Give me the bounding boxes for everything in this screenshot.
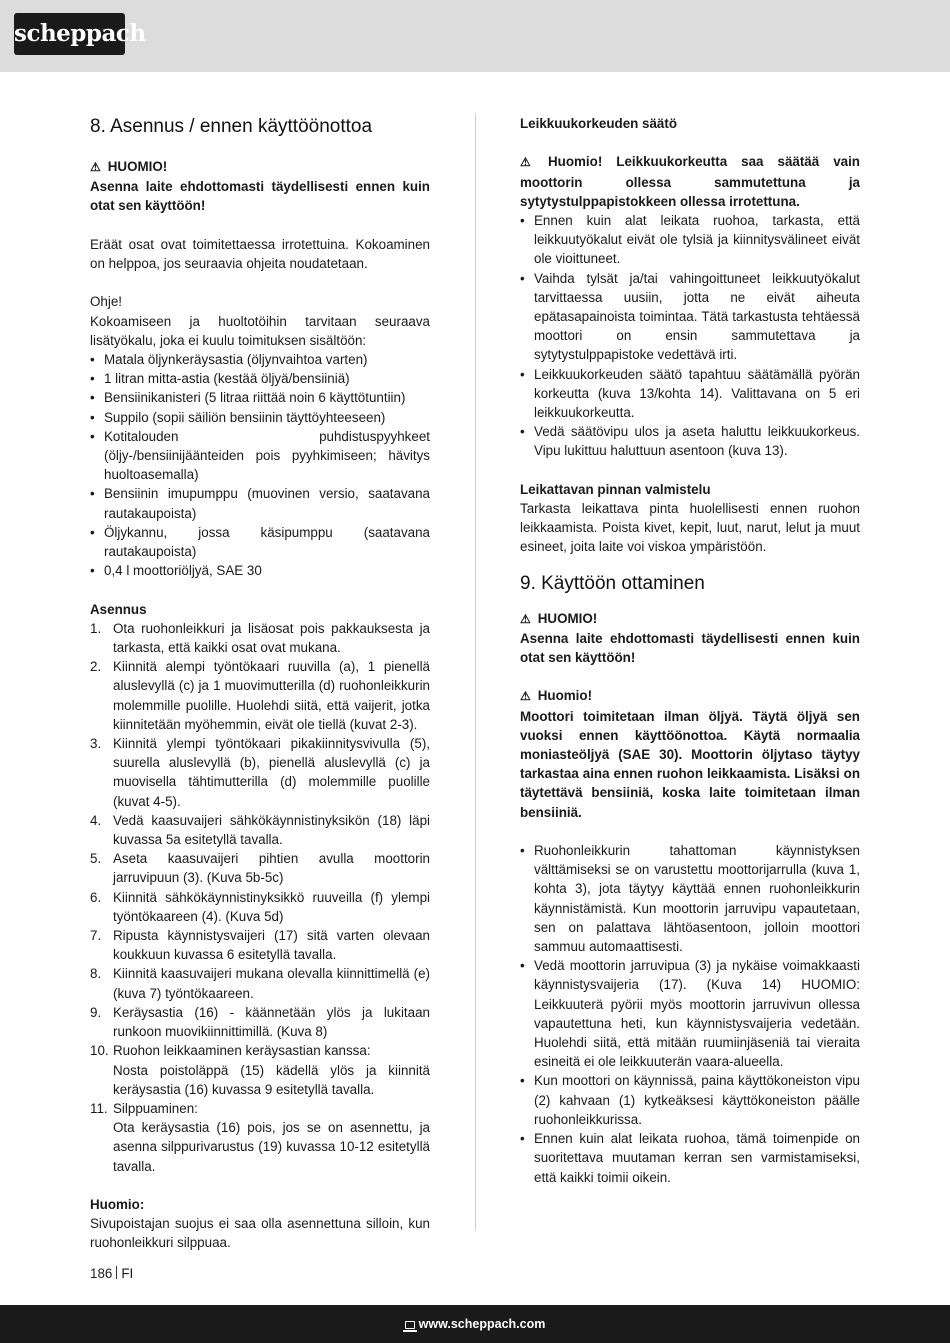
- prep-heading: Leikattavan pinnan valmistelu: [520, 481, 711, 497]
- step-text: Ota ruohonleikkuri ja lisäosat pois pakkauksesta ja tarkasta, että kaikki osat ovat mukana.: [113, 620, 430, 656]
- warning-triangle-icon: ⚠: [520, 611, 531, 626]
- prep-text: Tarkasta leikattava pinta huolellisesti ennen ruohon leikkaamista. Poista kivet, kepit, luut, narut, lelut ja muut esineet, joita laite voi viskoa ympäristöön.: [520, 501, 860, 555]
- list-item: • 0,4 l moottoriöljyä, SAE 30: [90, 561, 430, 580]
- warning-triangle-icon: ⚠: [520, 689, 531, 704]
- computer-icon: [405, 1321, 415, 1329]
- list-item: • Ennen kuin alat leikata ruohoa, tarkasta, että leikkuutyökalut eivät ole tylsiä ja kiinnitysvälineet eivät ole vioittuneet.: [520, 211, 860, 269]
- step-text: Silppuaminen:: [113, 1100, 198, 1116]
- list-item: • Suppilo (sopii säiliön bensiinin täyttöyhteeseen): [90, 408, 430, 427]
- warning-label: [520, 686, 860, 706]
- list-item: • Kun moottori on käynnissä, paina käyttökoneiston vipu (2) kahvaan (1) kytkeäksesi käyttökoneiston päälle ruohonleikkurissa.: [520, 1071, 860, 1129]
- list-item: [90, 849, 430, 887]
- step-text: Kiinnitä sähkökäynnistinyksikkö ruuveilla (f) ylempi työntökaareen (4). (Kuva 5d): [113, 889, 430, 924]
- warning-label-text: Huomio!: [537, 688, 593, 704]
- website-link[interactable]: www.scheppach.com: [418, 1317, 546, 1331]
- step-text: Kiinnitä kaasuvaijeri mukana olevalla kiinnittimellä (e) (kuva 7) työntökaareen.: [113, 966, 430, 1001]
- warning-text: Asenna laite ehdottomasti täydellisesti ennen kuin otat sen käyttöön!: [90, 179, 430, 214]
- note-label: Ohje!: [90, 294, 123, 310]
- step-number: 10.: [90, 1043, 109, 1059]
- list-item: [90, 811, 430, 849]
- step-text: Vedä kaasuvaijeri sähkökäynnistinyksikön (18) läpi kuvassa 5a esitetyllä tavalla.: [113, 812, 430, 848]
- page-separator: [116, 1266, 117, 1279]
- column-divider: [475, 113, 476, 1231]
- page-language: FI: [121, 1266, 134, 1281]
- list-item: [90, 734, 430, 811]
- step-number: 2.: [90, 659, 102, 675]
- top-header-bar: [0, 0, 950, 72]
- list-item: [90, 1041, 430, 1099]
- list-item: • Bensiinikanisteri (5 litraa riittää noin 6 käyttötuntiin): [90, 388, 430, 407]
- step-text: Ripusta käynnistysvaijeri (17) sitä varten olevaan koukkuun kuvassa 6 esitetyllä tavalla.: [113, 928, 430, 963]
- step-number: 3.: [90, 736, 102, 752]
- list-item: • Vedä moottorin jarruvipua (3) ja nykäise voimakkaasti käynnistysvaijeria (17). (Kuva 14) HUOMIO: Leikkuuterä pyörii myös moottorin jarruvivun ollessa vapautettuna heti, kun käynnistysvaijeria vedetään. Huolehdi siitä, että mitään ruumiinjäseniä tai vieraita esineitä ei ole leikkuuterän vaara-alueella.: [520, 956, 860, 1071]
- list-item: • Ruohonleikkurin tahattoman käynnistyksen välttämiseksi se on varustettu moottorijarrulla (kuva 1, kohta 3), jota täytyy käyttää ennen ruohonleikkurin käynnistämistä. Kun moottorin jarruvipu vapautetaan, sen on palattava lähtöasentoon, jolloin moottori sammuu automaattisesti.: [520, 841, 860, 956]
- list-item: • Vedä säätövipu ulos ja aseta haluttu leikkuukorkeus. Vipu lukittuu haluttuun asentoon (kuva 13).: [520, 422, 860, 460]
- list-item: • 1 litran mitta-astia (kestää öljyä/bensiiniä): [90, 369, 430, 388]
- step-text: Ruohon leikkaaminen keräysastian kanssa:: [113, 1043, 371, 1059]
- oil-warning-text: Moottori toimitetaan ilman öljyä. Täytä öljyä sen vuoksi ennen käyttöönottoa. Käytä normaalia moniasteöljyä (SAE 30). Moottorin öljytaso täytyy tarkastaa aina ennen ruohon leikkaamista. Lisäksi on täytettävä bensiiniä, koska laite toimitetaan ilman bensiiniä.: [520, 708, 860, 820]
- footer-bar: [0, 1305, 950, 1343]
- intro-paragraph: Eräät osat ovat toimitettaessa irrotettuina. Kokoaminen on helppoa, jos seuraavia ohjeita noudatetaan.: [90, 236, 430, 271]
- section-8-title: 8. Asennus / ennen käyttöönottoa: [90, 116, 373, 137]
- list-item: [90, 1099, 430, 1176]
- cut-height-warning-text: Huomio! Leikkuukorkeutta saa säätää vain moottorin ollessa sammutettuna ja sytytystulppapistokkeen ollessa irrotettuna.: [520, 154, 860, 209]
- scheppach-logo: scheppach: [14, 13, 125, 55]
- warning-label: [90, 157, 430, 177]
- list-item: [90, 1003, 430, 1041]
- list-item: • Leikkuukorkeuden säätö tapahtuu säätämällä pyörän korkeutta (kuva 13/kohta 14). Valittavana on 5 eri leikkuukorkeutta.: [520, 365, 860, 423]
- step-text: Aseta kaasuvaijeri pihtien avulla moottorin jarruvipuun (3). (Kuva 5b-5c): [113, 851, 430, 886]
- step-number: 1.: [90, 620, 102, 636]
- list-item: • Öljykannu, jossa käsipumppu (saatavana rautakaupoista): [90, 523, 430, 561]
- right-column: [520, 114, 860, 1187]
- footer-website[interactable]: [0, 1305, 950, 1343]
- left-column: [90, 114, 430, 1253]
- list-item: • Vaihda tylsät ja/tai vahingoittuneet leikkuutyökalut tarvittaessa uusiin, jotta ne eivät aiheuta epätasapainoista toimintaa. Tätä tarkastusta tehtäessä moottori on ensin sammutettava ja sytytystulppapistoke vedettävä irti.: [520, 269, 860, 365]
- step-number: 4.: [90, 812, 102, 828]
- list-item: [90, 926, 430, 964]
- section-9-title: 9. Käyttöön ottaminen: [520, 572, 705, 594]
- warning-label: [520, 609, 860, 629]
- list-item: [90, 888, 430, 926]
- list-item: [90, 619, 430, 657]
- step-number: 9.: [90, 1004, 102, 1020]
- step-number: 8.: [90, 966, 102, 982]
- page-number: [90, 1264, 133, 1283]
- step-subtext: Nosta poistoläppä (15) kädellä ylös ja kiinnitä keräysastia (16) kuvassa 9 esitetyllä tavalla.: [113, 1062, 430, 1097]
- startup-list: [520, 841, 860, 1187]
- note-text: Kokoamiseen ja huoltotöihin tarvitaan seuraava lisätyökalu, joka ei kuulu toimituksen sisältöön:: [90, 313, 430, 348]
- list-item: • Ennen kuin alat leikata ruohoa, tämä toimenpide on suoritettava muutaman kerran sen varmistamiseksi, että kaikki toimii oikein.: [520, 1129, 860, 1187]
- step-number: 7.: [90, 928, 102, 944]
- step-number: 5.: [90, 851, 102, 867]
- note2-text: Sivupoistajan suojus ei saa olla asennettuna silloin, kun ruohonleikkuri silppuaa.: [90, 1216, 430, 1251]
- step-text: Keräysastia (16) - käännetään ylös ja lukitaan runkoon muovikiinnittimillä. (Kuva 8): [113, 1004, 430, 1040]
- step-subtext: Ota keräysastia (16) pois, jos se on asennettu, ja asenna silppurivarustus (19) kuvassa 10-12 esitetyllä tavalla.: [113, 1120, 430, 1174]
- step-text: Kiinnitä alempi työntökaari ruuvilla (a), 1 pienellä aluslevyllä (c) ja 1 muovimutterilla (d) ruohonleikkurin molemmille puolille. Huolehdi siitä, että vaijerit, jotka kiinnitetään myöhemmin, eivät ole tiellä (kuvat 2-3).: [113, 659, 430, 732]
- step-number: 6.: [90, 889, 102, 905]
- cut-height-list: [520, 211, 860, 461]
- warning-label-text: HUOMIO!: [537, 610, 598, 626]
- cut-height-heading: Leikkuukorkeuden säätö: [520, 116, 678, 131]
- list-item: • Bensiinin imupumppu (muovinen versio, saatavana rautakaupoista): [90, 484, 430, 522]
- list-item: • Matala öljynkeräysastia (öljynvaihtoa varten): [90, 350, 430, 369]
- step-number: 11.: [90, 1100, 108, 1116]
- assembly-steps: [90, 619, 430, 1176]
- note2-heading: Huomio:: [90, 1196, 145, 1212]
- list-item: [90, 964, 430, 1002]
- warning-label-text: HUOMIO!: [107, 159, 168, 174]
- warning-triangle-icon: ⚠: [520, 155, 531, 170]
- warning-triangle-icon: ⚠: [90, 160, 101, 174]
- warning-text: Asenna laite ehdottomasti täydellisesti ennen kuin otat sen käyttöön!: [520, 630, 860, 666]
- list-item: • Kotitalouden puhdistuspyyhkeet (öljy-/bensiinijäänteiden pois pyyhkimiseen; hävitys huoltoasemalla): [90, 427, 430, 485]
- list-item: [90, 657, 430, 734]
- step-text: Kiinnitä ylempi työntökaari pikakiinnitysvivulla (5), suurella aluslevyllä (b), pienellä aluslevyllä (c) ja muovisella tähtimutterilla (d) molemmille puolille (kuvat 4-5).: [113, 736, 430, 809]
- page-number-value: 186: [90, 1266, 113, 1281]
- tools-list: [90, 350, 430, 580]
- cut-height-warning: [520, 152, 860, 211]
- assembly-heading: Asennus: [90, 601, 147, 617]
